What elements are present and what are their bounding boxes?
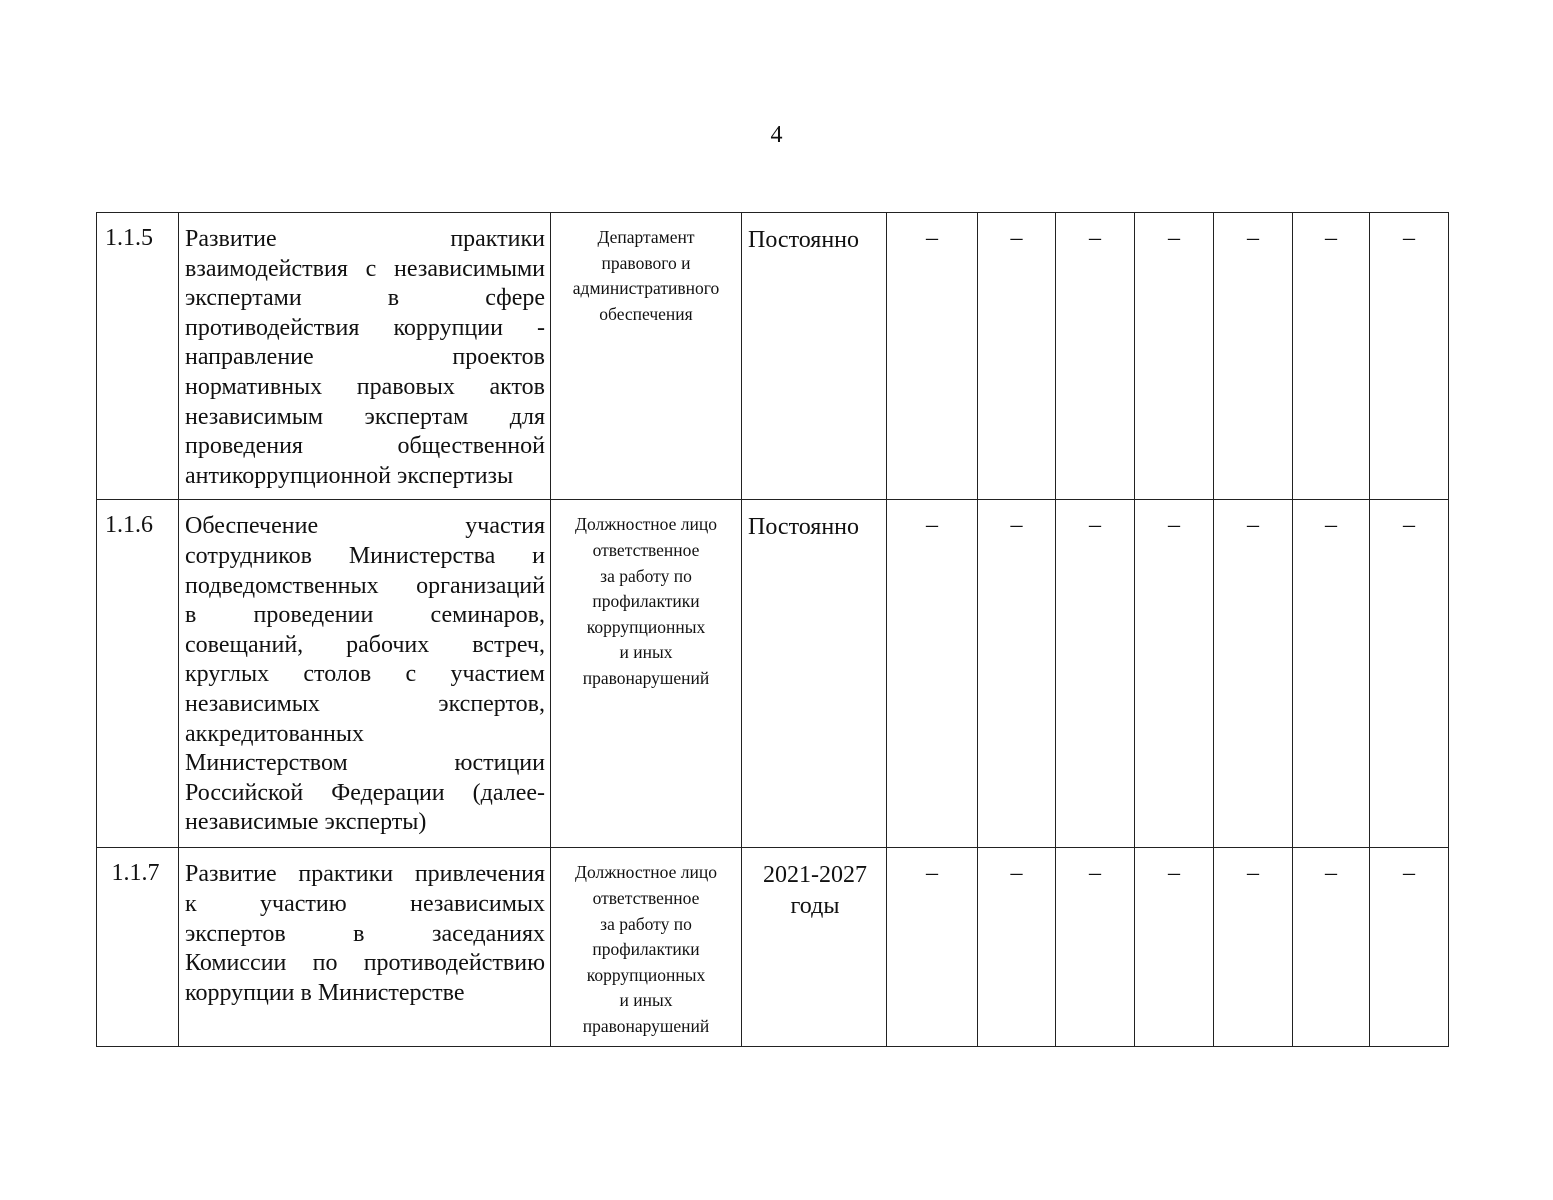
responsible-line: правонарушений bbox=[582, 1015, 710, 1036]
table-row bbox=[97, 848, 1449, 1046]
event-line: подведомственных организаций bbox=[185, 572, 545, 599]
value-cell: – bbox=[1135, 213, 1214, 500]
action-plan-table bbox=[96, 212, 1449, 1047]
event-line: Развитие практики привлечения bbox=[185, 861, 545, 888]
responsible-line: Должностное лицо bbox=[575, 514, 717, 535]
value-cell: – bbox=[978, 500, 1056, 848]
execution-term bbox=[742, 213, 887, 500]
responsible-line: ответственное bbox=[592, 887, 700, 908]
item-number: 1.1.7 bbox=[97, 848, 179, 1046]
responsible-executor bbox=[551, 848, 742, 1046]
event-line: направление проектов bbox=[185, 344, 545, 371]
responsible-line: коррупционных bbox=[586, 964, 706, 985]
table-row bbox=[97, 213, 1449, 500]
responsible-line: обеспечения bbox=[599, 303, 693, 324]
event-line: Комиссии по противодействию bbox=[185, 950, 545, 977]
responsible-line: правового и bbox=[601, 252, 691, 273]
term-line: 2021-2027 bbox=[763, 862, 867, 889]
responsible-line: ответственное bbox=[592, 539, 700, 560]
event-line: противодействия коррупции - bbox=[185, 314, 545, 341]
event-line: Развитие практики bbox=[185, 226, 545, 252]
event-line: проведения общественной bbox=[185, 433, 545, 460]
value-cell: – bbox=[1293, 213, 1370, 500]
responsible-line: административного bbox=[572, 278, 720, 299]
responsible-line: профилактики bbox=[592, 591, 700, 612]
event-description bbox=[179, 500, 551, 848]
event-line: независимых экспертов, bbox=[185, 690, 545, 717]
event-line: экспертов в заседаниях bbox=[185, 920, 545, 947]
event-line: взаимодействия с независимыми bbox=[185, 255, 545, 282]
responsible-line: за работу по bbox=[600, 565, 692, 586]
value-cell: – bbox=[1135, 848, 1214, 1046]
event-line: антикоррупционной экспертизы bbox=[185, 462, 514, 489]
responsible-line: Должностное лицо bbox=[575, 862, 717, 883]
term-line: Постоянно bbox=[748, 514, 860, 541]
table-row bbox=[97, 500, 1449, 848]
page-number: 4 bbox=[770, 122, 783, 148]
responsible-line: и иных bbox=[619, 990, 673, 1011]
event-line: аккредитованных bbox=[185, 720, 365, 747]
value-cell: – bbox=[1293, 848, 1370, 1046]
event-description bbox=[179, 213, 551, 500]
responsible-line: и иных bbox=[619, 642, 673, 663]
event-line: Министерством юстиции bbox=[185, 750, 545, 777]
value-cell: – bbox=[1370, 213, 1449, 500]
event-line: круглых столов с участием bbox=[185, 661, 545, 688]
value-cell: – bbox=[1214, 848, 1293, 1046]
event-line: коррупции в Министерстве bbox=[185, 979, 465, 1006]
value-cell: – bbox=[978, 213, 1056, 500]
value-cell: – bbox=[1214, 500, 1293, 848]
value-cell: – bbox=[887, 213, 978, 500]
responsible-line: коррупционных bbox=[586, 616, 706, 637]
event-line: нормативных правовых актов bbox=[185, 373, 545, 400]
value-cell: – bbox=[1370, 500, 1449, 848]
event-line: в проведении семинаров, bbox=[185, 602, 545, 629]
execution-term bbox=[742, 848, 887, 1046]
value-cell: – bbox=[1135, 500, 1214, 848]
event-description bbox=[179, 848, 551, 1046]
value-cell: – bbox=[887, 848, 978, 1046]
value-cell: – bbox=[978, 848, 1056, 1046]
item-number: 1.1.6 bbox=[97, 500, 179, 848]
responsible-executor bbox=[551, 500, 742, 848]
value-cell: – bbox=[1214, 213, 1293, 500]
event-line: независимым экспертам для bbox=[185, 403, 545, 430]
event-line: сотрудников Министерства и bbox=[185, 542, 545, 569]
event-line: Обеспечение участия bbox=[185, 513, 545, 540]
event-line: независимые эксперты) bbox=[185, 809, 427, 836]
term-line: Постоянно bbox=[748, 227, 860, 253]
responsible-line: за работу по bbox=[600, 913, 692, 934]
value-cell: – bbox=[1056, 848, 1135, 1046]
value-cell: – bbox=[887, 500, 978, 848]
responsible-line: правонарушений bbox=[582, 667, 710, 688]
responsible-line: профилактики bbox=[592, 939, 700, 960]
event-line: к участию независимых bbox=[185, 890, 545, 917]
responsible-line: Департамент bbox=[597, 227, 695, 247]
value-cell: – bbox=[1056, 500, 1135, 848]
execution-term bbox=[742, 500, 887, 848]
event-line: совещаний, рабочих встреч, bbox=[185, 631, 545, 658]
item-number: 1.1.5 bbox=[97, 213, 179, 500]
responsible-executor bbox=[551, 213, 742, 500]
value-cell: – bbox=[1293, 500, 1370, 848]
event-line: Российской Федерации (далее- bbox=[185, 779, 545, 806]
value-cell: – bbox=[1370, 848, 1449, 1046]
value-cell: – bbox=[1056, 213, 1135, 500]
event-line: экспертами в сфере bbox=[185, 285, 545, 312]
term-line: годы bbox=[790, 893, 840, 920]
